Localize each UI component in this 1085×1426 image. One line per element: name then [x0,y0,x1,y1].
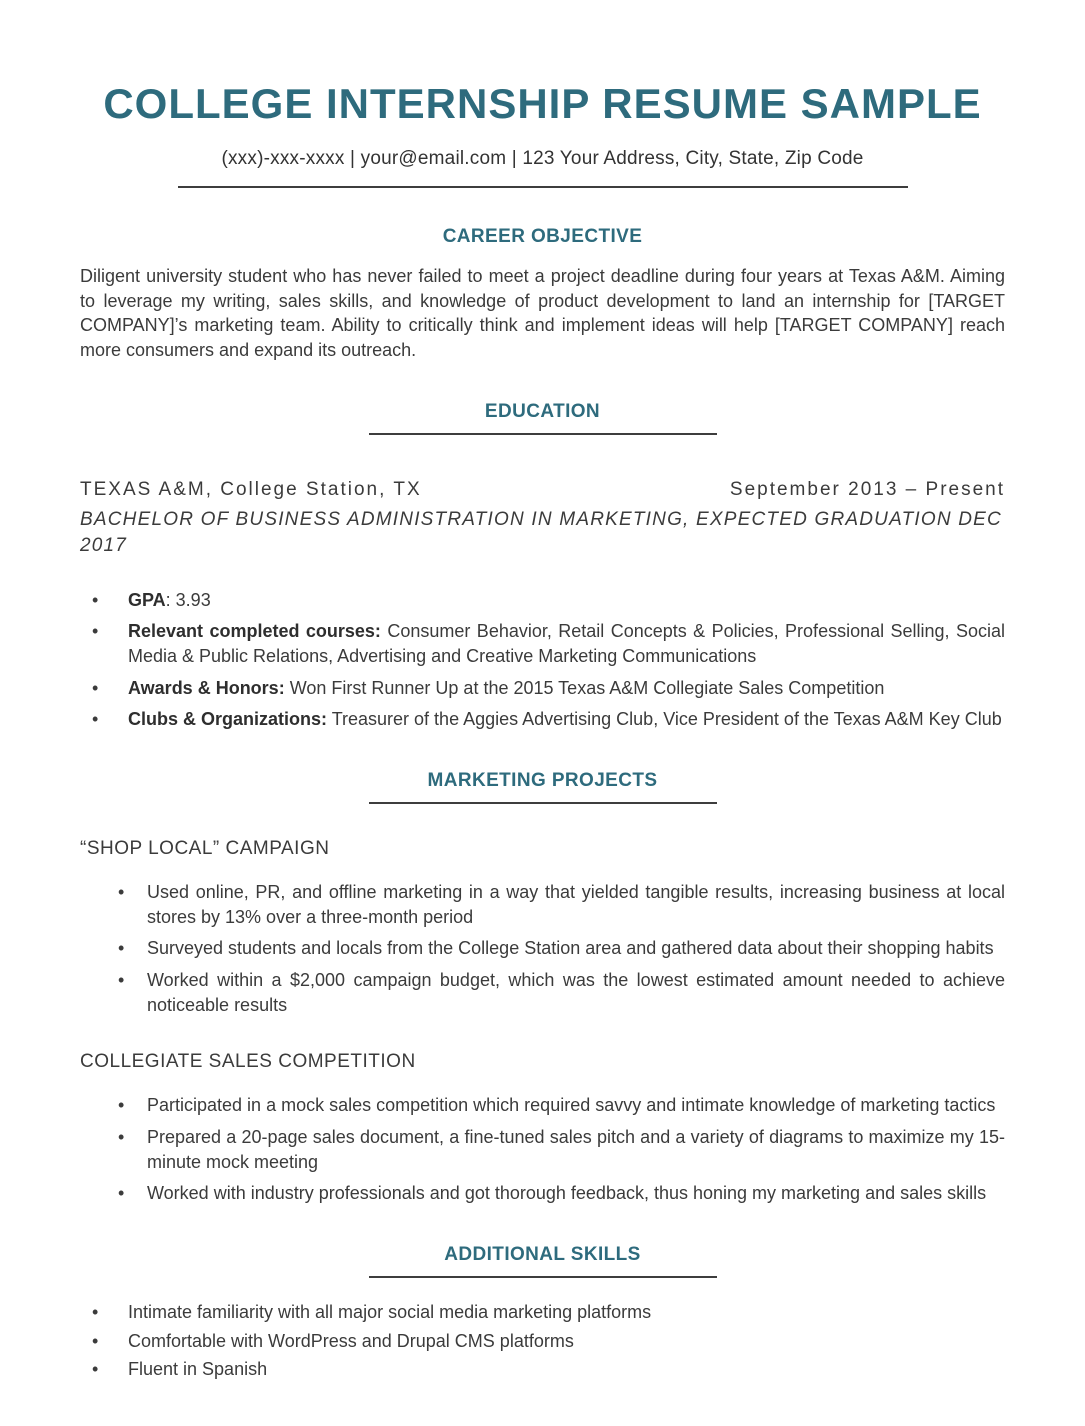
career-objective-paragraph: Diligent university student who has never failed to meet a project deadline during four years at Texas A&M. Aiming to leverage my writing, sales skills, and knowledge of product development to land an internship for [TARGET COMPANY]’s marketing team. Ability to critically think and implement ideas will help [TARGET COMPANY] reach more consumers and expand its outreach. [80,266,1005,360]
skill-bullet: • Fluent in Spanish [80,1357,1005,1382]
bullet-text: Consumer Behavior, Retail Concepts & Policies, Professional Selling, Social Media & Public Relations, Advertising and Creative Marketing Communications [128,621,1006,667]
education-degree: BACHELOR OF BUSINESS ADMINISTRATION IN MARKETING, EXPECTED GRADUATION DEC 2017 [80,508,1002,557]
education-line [80,479,1005,501]
collegiate-sales-bullet-list [80,1093,1005,1206]
bullet-label: Relevant completed courses: [128,621,381,642]
education-heading-divider [369,433,717,435]
skill-bullet: • Comfortable with WordPress and Drupal CMS platforms [80,1329,1005,1354]
section-heading-marketing-projects: MARKETING PROJECTS [427,770,658,792]
project-name-collegiate-sales: COLLEGIATE SALES COMPETITION [80,1051,416,1073]
shop-local-bullet-list [80,880,1005,1017]
section-heading-career-objective: CAREER OBJECTIVE [442,226,643,247]
education-bullet-courses [80,619,1005,668]
bullet-label: Awards & Honors: [128,677,285,698]
project-bullet: • Surveyed students and locals from the College Station area and gathered data about their shopping habits [80,936,1005,961]
education-bullet-clubs [80,707,1005,732]
skill-bullet: • Intimate familiarity with all major social media marketing platforms [80,1300,1005,1325]
bullet-text: Won First Runner Up at the 2015 Texas A&M Collegiate Sales Competition [284,677,885,698]
bullet-text: Treasurer of the Aggies Advertising Club, Vice President of the Texas A&M Key Club [327,709,1002,730]
marketing-heading-divider [369,802,717,804]
project-bullet: • Used online, PR, and offline marketing in a way that yielded tangible results, increasing business at local stores by 13% over a three-month period [80,880,1005,929]
education-bullet-list [80,588,1005,732]
project-bullet: • Prepared a 20-page sales document, a fine-tuned sales pitch and a variety of diagrams to maximize my 15-minute mock meeting [80,1125,1005,1174]
project-bullet: • Worked with industry professionals and got thorough feedback, thus honing my marketing and sales skills [80,1181,1005,1206]
section-heading-education: EDUCATION [484,400,601,422]
education-bullet-awards [80,676,1005,701]
bullet-label: Clubs & Organizations: [128,709,328,730]
project-bullet: • Participated in a mock sales competition which required savvy and intimate knowledge of marketing tactics [80,1093,1005,1118]
contact-divider [178,186,908,188]
section-heading-additional-skills: ADDITIONAL SKILLS [444,1244,641,1265]
bullet-text: : 3.93 [165,589,211,610]
contact-line: (xxx)-xxx-xxxx | your@email.com | 123 Your Address, City, State, Zip Code [221,148,864,169]
project-name-shop-local: “SHOP LOCAL” CAMPAIGN [80,838,330,860]
skills-heading-divider [369,1276,717,1278]
education-bullet-gpa [80,588,1005,613]
bullet-label: GPA [128,589,166,610]
project-bullet: • Worked within a $2,000 campaign budget, which was the lowest estimated amount needed to achieve noticeable results [80,968,1005,1017]
education-dates: September 2013 – Present [729,478,1005,500]
resume-title: COLLEGE INTERNSHIP RESUME SAMPLE [103,80,982,127]
additional-skills-bullet-list [80,1300,1005,1382]
education-institution: TEXAS A&M, College Station, TX [80,478,422,500]
